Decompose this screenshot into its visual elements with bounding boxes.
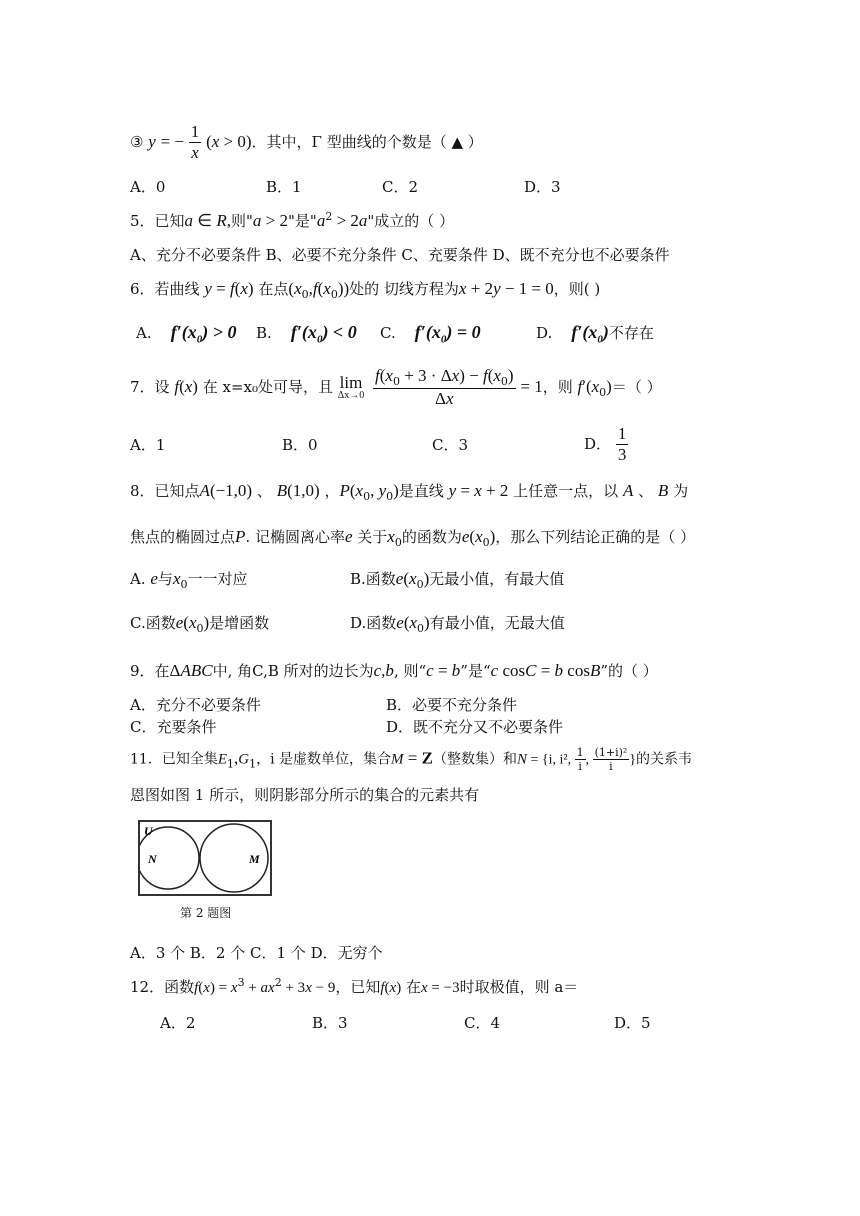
q11-line2: 恩图如图 1 所示，则阴影部分所示的集合的元素共有 <box>130 786 480 804</box>
option-a: A．充分不必要条件 <box>130 696 261 714</box>
option-d: D． $\frac{1}{3}$ <box>584 424 627 465</box>
option-a: A．2 <box>160 1014 196 1032</box>
q8-line2: 焦点的椭圆过点P. 记椭圆离心率e 关于$x_0$的函数为$e(x_0)$，那么下列结论正确的是（ ） <box>130 527 696 549</box>
option-b: B．3 <box>312 1014 348 1032</box>
venn-label-m: M <box>249 852 260 866</box>
option-b: B．0 <box>282 436 318 454</box>
option-a: A．1 <box>130 436 166 454</box>
figure-caption: 第 2 题图 <box>180 906 232 920</box>
q5-options: A、充分不必要条件 B、必要不充分条件 C、充要条件 D、既不充分也不必要条件 <box>130 246 670 264</box>
option-d: D．3 <box>524 178 561 196</box>
option-c: C．充要条件 <box>130 718 217 736</box>
q5-stem: 5．已知a ∈ R,则"a > 2"是"$a^2 > 2a$"成立的（ ） <box>130 210 455 230</box>
q11-stem: 11．已知全集$E_1,G_1$，i 是虚数单位，集合M = Z（整数集）和N = {i, i², $\frac{1}{i}$ , $\frac{\text{(1+i)²}}{i}$ }的关系韦 <box>130 746 693 774</box>
option-c: C．4 <box>464 1014 501 1032</box>
option-a: A．0 <box>130 178 166 196</box>
option-b: B. $f'(x_0) < 0$ <box>256 322 357 346</box>
q12-stem: 12．函数$f(x) = x^3 + ax^2 + 3x - 9$，已知f(x) 在x = −3时取极值，则 a＝ <box>130 976 579 996</box>
option-a: A. e与$x_0$一一对应 <box>130 569 248 591</box>
option-d: D．5 <box>614 1014 651 1032</box>
option-b: B．1 <box>266 178 302 196</box>
option-a: A. $f'(x_0) > 0$ <box>136 322 237 346</box>
option-c: C. $f'(x_0) = 0$ <box>380 322 481 346</box>
q9-stem: 9．在ΔABC中, 角C,B 所对的边长为c,b, 则“c = b”是“c cosC = b cosB”的（ ） <box>130 661 658 680</box>
option-d: D.函数$e(x_0)$有最小值，无最大值 <box>350 613 565 635</box>
venn-diagram <box>138 820 272 896</box>
q6-stem: 6．若曲线 y = f(x) 在点$(x_0,f(x_0))$处的 切线方程为x + 2y − 1 = 0，则( ) <box>130 279 601 301</box>
option-d: D．既不充分又不必要条件 <box>386 718 564 736</box>
option-c: C．2 <box>382 178 419 196</box>
venn-graphic <box>140 822 270 894</box>
venn-label-u: U <box>144 824 153 838</box>
q11-options: A．3 个 B．2 个 C．1 个 D．无穷个 <box>130 944 383 962</box>
q3-line: ③ y = − $\frac{1}{x}$ (x > 0)．其中，Γ 型曲线的个数是（ ▲ ） <box>130 122 483 163</box>
venn-label-n: N <box>148 852 157 866</box>
option-c: C.函数$e(x_0)$是增函数 <box>130 613 270 635</box>
q8-line1: 8．已知点A(−1,0) 、 B(1,0) ，$P(x_0$, $y_0$)是直线 y = x + 2 上任意一点，以 A 、 B 为 <box>130 481 689 503</box>
option-c: C．3 <box>432 436 469 454</box>
q7-stem: 7．设 f(x) 在 x=x₀处可导，且 lim Δx→0 $\frac{f(x_0 + 3 \cdot \Delta x) - f(x_0)}{\Delta x}$ = 1，则 $f'(x_0)=$（ ） <box>130 366 662 409</box>
option-d: D. $f'(x_0)$不存在 <box>536 322 654 346</box>
option-b: B.函数$e(x_0)$无最小值，有最大值 <box>350 569 565 591</box>
option-b: B．必要不充分条件 <box>386 696 518 714</box>
